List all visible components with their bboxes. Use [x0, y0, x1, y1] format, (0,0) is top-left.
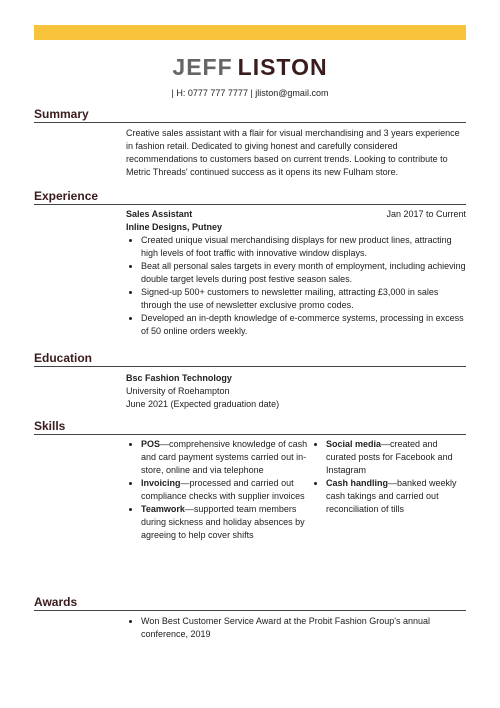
- section-title-experience: Experience: [34, 189, 99, 203]
- education-school: University of Roehampton: [126, 386, 230, 396]
- education-date: June 2021 (Expected graduation date): [126, 399, 280, 409]
- job-role: Sales Assistant: [126, 209, 193, 219]
- section-rule: [34, 610, 466, 611]
- list-item: • Invoicing—processed and carried out compliance checks with supplier invoices: [141, 477, 311, 503]
- job-dates: Jan 2017 to Current: [386, 209, 466, 219]
- contact-line: | H: 0777 777 7777 | jliston@gmail.com: [171, 88, 329, 98]
- header-accent-bar: [34, 25, 466, 40]
- candidate-name: [0, 54, 500, 81]
- list-item: • Developed an in-depth knowledge of e-commerce systems, processing in excess of 50 online orders weekly.: [141, 312, 466, 338]
- awards-content: [126, 615, 466, 641]
- section-title-awards: Awards: [34, 595, 78, 609]
- job-header: [126, 208, 466, 221]
- section-rule: [34, 122, 466, 123]
- list-item: • Created unique visual merchandising displays for new product lines, attracting high levels of foot traffic with innovative window displays.: [141, 234, 466, 260]
- list-item: • POS—comprehensive knowledge of cash and card payment systems carried out in-store, online and via telephone: [141, 438, 311, 477]
- section-title-education: Education: [34, 351, 93, 365]
- list-item: • Teamwork—supported team members during sickness and holiday absences by agreeing to help cover shifts: [141, 503, 311, 542]
- skills-column-1: [126, 438, 311, 542]
- experience-content: [126, 208, 466, 338]
- skills-column-2: [311, 438, 461, 542]
- last-name: LISTON: [237, 54, 328, 80]
- list-item: • Social media—created and curated posts for Facebook and Instagram: [326, 438, 461, 477]
- section-title-summary: Summary: [34, 107, 89, 121]
- education-content: [126, 372, 466, 411]
- section-title-skills: Skills: [34, 419, 66, 433]
- section-rule: [34, 434, 466, 435]
- job-company: Inline Designs, Putney: [126, 222, 223, 232]
- education-degree: Bsc Fashion Technology: [126, 373, 232, 383]
- list-item: • Won Best Customer Service Award at the Probit Fashion Group's annual conference, 2019: [141, 615, 466, 641]
- job-bullets: [126, 234, 466, 338]
- list-item: • Cash handling—banked weekly cash takings and carried out reconciliation of tills: [326, 477, 461, 516]
- section-rule: [34, 366, 466, 367]
- list-item: • Signed-up 500+ customers to newsletter mailing, attracting £3,000 in sales through the use of newsletter exclusive promo codes.: [141, 286, 466, 312]
- summary-text: Creative sales assistant with a flair for visual merchandising and 3 years experience in fashion retail. Dedicated to giving honest and carefully considered recommendations to customers based on current trends. Looking to contribute to Metric Threads' continued success as it opens its new Fulham store.: [126, 128, 460, 177]
- list-item: • Beat all personal sales targets in every month of employment, including achieving double target levels during post festive season sales.: [141, 260, 466, 286]
- first-name: JEFF: [172, 54, 233, 80]
- skills-content: [126, 438, 466, 542]
- section-rule: [34, 204, 466, 205]
